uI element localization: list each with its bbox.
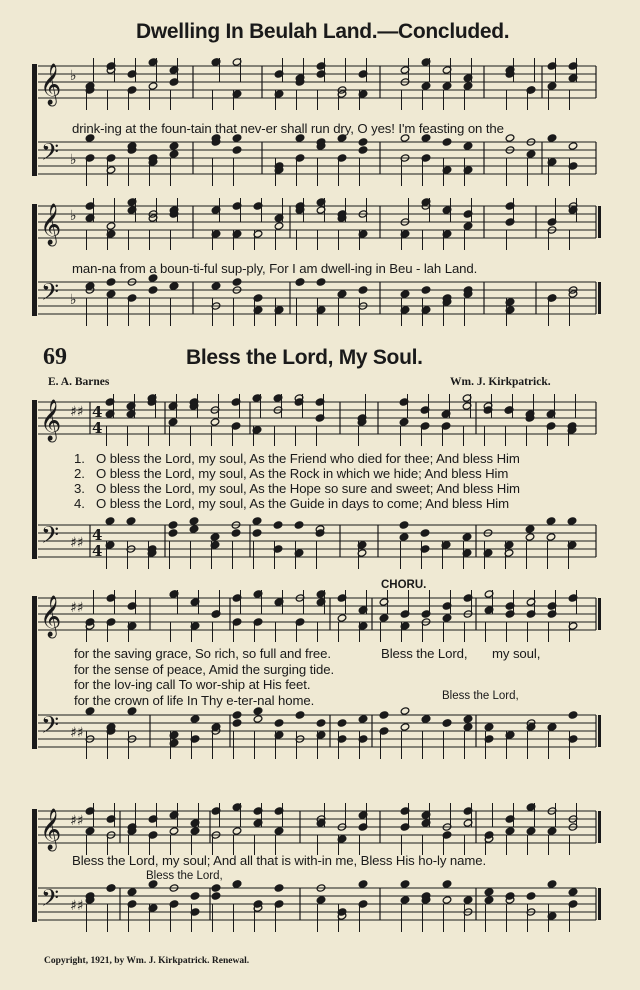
notehead bbox=[210, 418, 220, 426]
notehead bbox=[190, 892, 200, 900]
flat-key-signature-icon: ♭ bbox=[70, 292, 77, 308]
notehead bbox=[399, 521, 409, 529]
composer-credit: Wm. J. Kirkpatrick. bbox=[450, 376, 551, 388]
chorus-bass-lyric-1: Bless the Lord, bbox=[442, 690, 519, 702]
author-credit: E. A. Barnes bbox=[48, 376, 110, 388]
notehead bbox=[526, 150, 536, 158]
notehead bbox=[463, 723, 473, 731]
bass-clef-icon: 𝄢 bbox=[41, 884, 60, 917]
final-barline bbox=[598, 888, 601, 920]
notehead bbox=[316, 896, 326, 904]
final-barline bbox=[598, 282, 601, 314]
sharp-key-signature-icon: ♯♯ bbox=[70, 535, 84, 551]
notehead bbox=[379, 614, 389, 622]
notehead bbox=[400, 723, 410, 731]
notehead bbox=[274, 827, 284, 835]
time-signature-icon: 4 bbox=[92, 419, 103, 437]
notehead bbox=[547, 723, 557, 731]
system-brace-2 bbox=[32, 204, 37, 316]
notehead bbox=[274, 222, 284, 230]
notehead bbox=[294, 521, 304, 529]
notehead bbox=[547, 134, 557, 142]
notehead bbox=[526, 827, 536, 835]
notehead bbox=[211, 282, 221, 290]
notehead bbox=[442, 719, 452, 727]
sharp-key-signature-icon: ♯♯ bbox=[70, 725, 84, 741]
notehead bbox=[316, 278, 326, 286]
notehead bbox=[442, 138, 452, 146]
notehead bbox=[442, 880, 452, 888]
notehead bbox=[274, 719, 284, 727]
final-barline bbox=[598, 206, 601, 238]
notehead bbox=[252, 529, 262, 537]
notehead bbox=[546, 533, 556, 541]
final-barline bbox=[598, 715, 601, 747]
notehead bbox=[232, 711, 242, 719]
notehead bbox=[232, 146, 242, 154]
notehead bbox=[463, 82, 473, 90]
treble-clef-icon: 𝄞 bbox=[40, 809, 62, 850]
system-brace-4 bbox=[32, 596, 37, 749]
verse-block bbox=[74, 451, 520, 511]
notehead bbox=[526, 892, 536, 900]
notehead bbox=[168, 418, 178, 426]
final-barline bbox=[598, 811, 601, 843]
notehead bbox=[189, 517, 199, 525]
flat-key-signature-icon: ♭ bbox=[70, 68, 77, 84]
notehead bbox=[189, 525, 199, 533]
sharp-key-signature-icon: ♯♯ bbox=[70, 898, 84, 914]
notehead bbox=[190, 715, 200, 723]
notehead bbox=[568, 142, 578, 150]
flat-key-signature-icon: ♭ bbox=[70, 152, 77, 168]
chorus-label: CHORU. bbox=[381, 579, 427, 591]
notehead bbox=[127, 707, 137, 715]
verse-endings bbox=[74, 646, 334, 708]
verse-number: 1. bbox=[74, 451, 85, 466]
chorus-bass-lyric-2: Bless the Lord, bbox=[146, 870, 223, 882]
notehead bbox=[568, 711, 578, 719]
notehead bbox=[337, 290, 347, 298]
notehead bbox=[399, 418, 409, 426]
bass-clef-icon: 𝄢 bbox=[41, 521, 60, 554]
notehead bbox=[106, 222, 116, 230]
notehead bbox=[463, 142, 473, 150]
notehead bbox=[148, 82, 158, 90]
notehead bbox=[169, 142, 179, 150]
verse-ending-3: for the lov-ing call To wor-ship at His feet. bbox=[74, 677, 311, 692]
notehead bbox=[210, 533, 220, 541]
notehead bbox=[484, 888, 494, 896]
verse-text: O bless the Lord, my soul, As the Friend who died for thee; And bless Him bbox=[96, 451, 520, 466]
notehead bbox=[274, 884, 284, 892]
notehead bbox=[168, 529, 178, 537]
notehead bbox=[252, 517, 262, 525]
notehead bbox=[463, 222, 473, 230]
notehead bbox=[295, 711, 305, 719]
bass-clef-icon: 𝄢 bbox=[41, 138, 60, 171]
notehead bbox=[232, 719, 242, 727]
notehead bbox=[420, 529, 430, 537]
time-signature-icon: 4 bbox=[92, 403, 103, 421]
notehead bbox=[253, 715, 263, 723]
hymn-title-dwelling-in-beulah-land: Dwelling In Beulah Land.—Concluded. bbox=[136, 20, 510, 43]
chorus-lyric-bless: Bless the Lord, bbox=[381, 646, 468, 661]
notehead bbox=[546, 517, 556, 525]
sharp-key-signature-icon: ♯♯ bbox=[70, 813, 84, 829]
notehead bbox=[442, 614, 452, 622]
notehead bbox=[400, 707, 410, 715]
notehead bbox=[295, 278, 305, 286]
chorus-lyric-my-soul: my soul, bbox=[492, 646, 541, 661]
notehead bbox=[358, 146, 368, 154]
notehead bbox=[211, 892, 221, 900]
notehead bbox=[525, 533, 535, 541]
notehead bbox=[211, 884, 221, 892]
chorus-lyric-line-2: Bless the Lord, my soul; And all that is with-in me, Bless His ho-ly name. bbox=[72, 853, 487, 868]
lyric-line-2: man-na from a boun-ti-ful sup-ply, For I am dwell-ing in Beu - lah Land. bbox=[72, 261, 478, 276]
notehead bbox=[505, 134, 515, 142]
notehead bbox=[168, 521, 178, 529]
notehead bbox=[568, 888, 578, 896]
notehead bbox=[567, 517, 577, 525]
notehead bbox=[484, 723, 494, 731]
hymn-number: 69 bbox=[43, 344, 67, 370]
notehead bbox=[85, 707, 95, 715]
notehead bbox=[148, 286, 158, 294]
notehead bbox=[525, 525, 535, 533]
notehead bbox=[85, 827, 95, 835]
notehead bbox=[232, 278, 242, 286]
notehead bbox=[442, 82, 452, 90]
notehead bbox=[105, 517, 115, 525]
notehead bbox=[547, 82, 557, 90]
time-signature-icon: 4 bbox=[92, 526, 103, 544]
notehead bbox=[169, 150, 179, 158]
notehead bbox=[106, 290, 116, 298]
notehead bbox=[462, 533, 472, 541]
verse-text: O bless the Lord, my soul, As the Rock in which we hide; And bless Him bbox=[96, 466, 509, 481]
notehead bbox=[127, 888, 137, 896]
notehead bbox=[421, 715, 431, 723]
bass-clef-icon: 𝄢 bbox=[41, 278, 60, 311]
copyright-footer: Copyright, 1921, by Wm. J. Kirkpatrick. Renewal. bbox=[44, 956, 250, 966]
treble-clef-icon: 𝄞 bbox=[40, 596, 62, 637]
bass-clef-icon: 𝄢 bbox=[41, 711, 60, 744]
verse-4 bbox=[74, 496, 520, 511]
verse-text: O bless the Lord, my soul, As the Hope so sure and sweet; And bless Him bbox=[96, 481, 520, 496]
notehead bbox=[399, 533, 409, 541]
notehead bbox=[484, 896, 494, 904]
lyric-line-1: drink-ing at the foun-tain that nev-er shall run dry, O yes! I'm feasting on the bbox=[72, 121, 504, 136]
verse-1 bbox=[74, 451, 520, 466]
treble-clef-icon: 𝄞 bbox=[40, 204, 62, 245]
notehead bbox=[547, 827, 557, 835]
verse-ending-2: for the sense of peace, Amid the surging tide. bbox=[74, 661, 335, 677]
verse-3 bbox=[74, 481, 520, 496]
sharp-key-signature-icon: ♯♯ bbox=[70, 404, 84, 420]
notehead bbox=[358, 286, 368, 294]
notehead bbox=[463, 896, 473, 904]
notehead bbox=[106, 884, 116, 892]
system-brace-1 bbox=[32, 64, 37, 176]
hymn-title-bless-the-lord: Bless the Lord, My Soul. bbox=[186, 346, 423, 369]
verse-ending-1: for the saving grace, So rich, so full and free. bbox=[74, 646, 331, 661]
notehead bbox=[421, 82, 431, 90]
notehead bbox=[358, 715, 368, 723]
notehead bbox=[273, 521, 283, 529]
notehead bbox=[505, 827, 515, 835]
verse-text: O bless the Lord, my soul, As the Guide in days to come; And bless Him bbox=[96, 496, 510, 511]
verse-ending-4: for the crown of life In Thy e-ter-nal home. bbox=[74, 692, 315, 708]
notehead bbox=[337, 719, 347, 727]
notehead bbox=[337, 614, 347, 622]
notehead bbox=[400, 880, 410, 888]
final-barline bbox=[598, 598, 601, 630]
notehead bbox=[463, 715, 473, 723]
notehead bbox=[358, 138, 368, 146]
time-signature-icon: 4 bbox=[92, 542, 103, 560]
flat-key-signature-icon: ♭ bbox=[70, 208, 77, 224]
notehead bbox=[169, 827, 179, 835]
notehead bbox=[442, 896, 452, 904]
notehead bbox=[190, 827, 200, 835]
verse-2 bbox=[74, 466, 520, 481]
notehead bbox=[316, 719, 326, 727]
verse-number: 3. bbox=[74, 481, 85, 496]
notehead bbox=[231, 529, 241, 537]
notehead bbox=[232, 880, 242, 888]
treble-clef-icon: 𝄞 bbox=[40, 64, 62, 105]
notehead bbox=[400, 896, 410, 904]
notehead bbox=[253, 707, 263, 715]
treble-clef-icon: 𝄞 bbox=[40, 400, 62, 441]
system-brace-3 bbox=[32, 400, 37, 559]
system-brace-5 bbox=[32, 809, 37, 922]
notehead bbox=[106, 278, 116, 286]
notehead bbox=[126, 517, 136, 525]
notehead bbox=[547, 880, 557, 888]
verse-number: 2. bbox=[74, 466, 85, 481]
sharp-key-signature-icon: ♯♯ bbox=[70, 600, 84, 616]
notehead bbox=[358, 880, 368, 888]
notehead bbox=[232, 827, 242, 835]
notehead bbox=[379, 711, 389, 719]
notehead bbox=[400, 290, 410, 298]
notehead bbox=[421, 286, 431, 294]
verse-number: 4. bbox=[74, 496, 85, 511]
